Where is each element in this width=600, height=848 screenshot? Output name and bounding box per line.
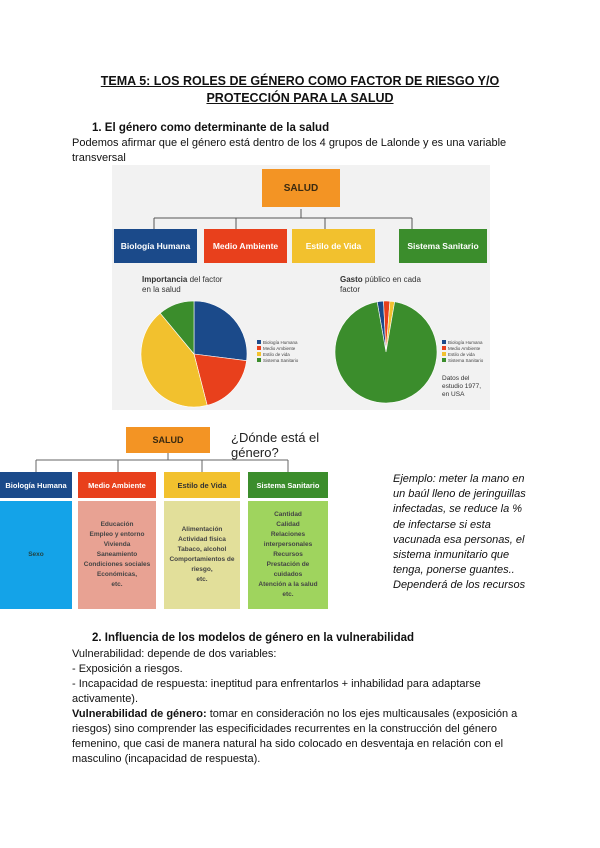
box-sistema: Sistema Sanitario — [399, 229, 487, 263]
legend-item: Biología Humana — [442, 339, 483, 345]
body-line — [72, 707, 532, 722]
example-line: sistema inmunitario que — [393, 549, 510, 562]
pie-slice-biología-humana — [194, 301, 247, 361]
study-note-line: Datos del — [442, 375, 470, 382]
legend-item: Sistema Sanitario — [257, 357, 298, 363]
section1-text-line2: transversal — [72, 152, 126, 164]
pie1-title-line2: en la salud — [142, 285, 181, 294]
salud-box-2: SALUD — [126, 427, 210, 453]
example-note — [393, 472, 526, 594]
legend-item: Estilo de vida — [442, 351, 483, 357]
pie2-title-line2: factor — [340, 285, 361, 294]
column-item: etc. — [282, 591, 294, 598]
column-item: Cantidad — [274, 511, 302, 518]
pie1-title-bold: Importancia — [142, 275, 188, 284]
column-item: Empleo y entorno — [89, 531, 145, 538]
pie2-title-bold: Gasto — [340, 275, 363, 284]
vulnerabilidad-label: Vulnerabilidad de género: — [72, 708, 207, 720]
box-biologia: Biología Humana — [114, 229, 197, 263]
pie1-title-rest: del factor — [187, 275, 223, 284]
column-item: Tabaco, alcohol — [177, 546, 227, 553]
example-line: de infectarse si esta — [393, 518, 491, 531]
section2-body — [72, 647, 532, 767]
body-line: - Incapacidad de respuesta: ineptitud para enfrentarlos + inhabilidad para adaptarse — [72, 678, 481, 690]
column-item: etc. — [196, 576, 208, 583]
page-title — [60, 73, 540, 107]
column-item: Calidad — [276, 521, 300, 528]
legend-item: Medio Ambiente — [442, 345, 483, 351]
section2-heading: 2. Influencia de los modelos de género en la vulnerabilidad — [92, 632, 415, 644]
column-item: Saneamiento — [96, 551, 138, 558]
pie1-title — [142, 275, 222, 295]
pie-chart-importancia — [140, 300, 248, 408]
box-biologia-2: Biología Humana — [0, 472, 72, 498]
title-line-1: TEMA 5: LOS ROLES DE GÉNERO COMO FACTOR DE RIESGO Y/O — [100, 74, 500, 88]
column-item: riesgo, — [191, 566, 213, 573]
body-line: masculino (incapacidad de respuesta). — [72, 753, 261, 765]
column-item: Vivienda — [103, 541, 131, 548]
column-item: etc. — [111, 581, 123, 588]
lalonde-figure — [112, 165, 490, 410]
column-estilo — [164, 501, 240, 609]
column-item: Condiciones sociales — [83, 561, 151, 568]
column-item: Recursos — [273, 551, 303, 558]
box-estilo: Estilo de Vida — [292, 229, 375, 263]
box-medio-2: Medio Ambiente — [78, 472, 156, 498]
study-note-line: en USA — [442, 391, 465, 398]
example-line: un baúl lleno de jeringuillas — [393, 488, 526, 501]
body-line: - Exposición a riesgos. — [72, 663, 183, 675]
study-note — [442, 375, 481, 399]
column-item: Comportamientos de — [169, 556, 235, 563]
box-medio: Medio Ambiente — [204, 229, 287, 263]
example-line: Dependerá de los recursos — [393, 579, 526, 592]
title-line-2: PROTECCIÓN PARA LA SALUD — [206, 91, 394, 105]
body-line-rest: tomar en consideración no los ejes multicausales (exposición a — [206, 708, 518, 720]
legend-item: Medio Ambiente — [257, 345, 298, 351]
section1-text-line1: Podemos afirmar que el género está dentro de los 4 grupos de Lalonde y es una variable — [72, 137, 507, 149]
column-biologia — [0, 501, 72, 609]
column-item: Alimentación — [181, 526, 223, 533]
section1-heading: 1. El género como determinante de la salud — [92, 122, 330, 134]
legend-item: Biología Humana — [257, 339, 298, 345]
column-item: Sexo — [28, 551, 44, 558]
column-medio — [78, 501, 156, 609]
example-line: infectadas, se reduce la % — [393, 503, 523, 516]
column-sistema — [248, 501, 328, 609]
body-line: femenino, que casi de manera natural ha sido colocado en desventaja en relación con el — [72, 738, 504, 750]
legend-pie1 — [257, 339, 298, 363]
box-estilo-2: Estilo de Vida — [164, 472, 240, 498]
legend-item: Sistema Sanitario — [442, 357, 483, 363]
example-line: tenga, ponerse guantes.. — [393, 564, 515, 577]
column-item: Económicas, — [96, 571, 138, 578]
column-item: Prestación de — [266, 561, 310, 568]
column-item: Educación — [100, 521, 134, 528]
pie2-title — [340, 275, 421, 295]
legend-pie2 — [442, 339, 483, 363]
example-line: vacunada esa personas, el — [393, 533, 525, 546]
pie2-title-rest: público en cada — [362, 275, 421, 284]
question-heading: ¿Dónde está el género? — [231, 430, 320, 460]
column-item: interpersonales — [263, 541, 313, 548]
body-line: riesgos) sino comprender las especificidades recurrentes en la construcción del género — [72, 723, 497, 735]
legend-item: Estilo de vida — [257, 351, 298, 357]
body-line: Vulnerabilidad: depende de dos variables: — [72, 648, 277, 660]
study-note-line: estudio 1977, — [442, 383, 482, 390]
column-item: Actividad física — [178, 536, 226, 543]
pie-chart-gasto — [334, 300, 438, 404]
salud-box: SALUD — [262, 169, 340, 207]
body-line: activamente). — [72, 693, 139, 705]
column-item: cuidados — [273, 571, 303, 578]
box-sistema-2: Sistema Sanitario — [248, 472, 328, 498]
column-item: Atención a la salud — [258, 581, 318, 588]
genero-figure — [0, 425, 334, 610]
example-line: Ejemplo: meter la mano en — [393, 473, 525, 485]
column-item: Relaciones — [270, 531, 306, 538]
